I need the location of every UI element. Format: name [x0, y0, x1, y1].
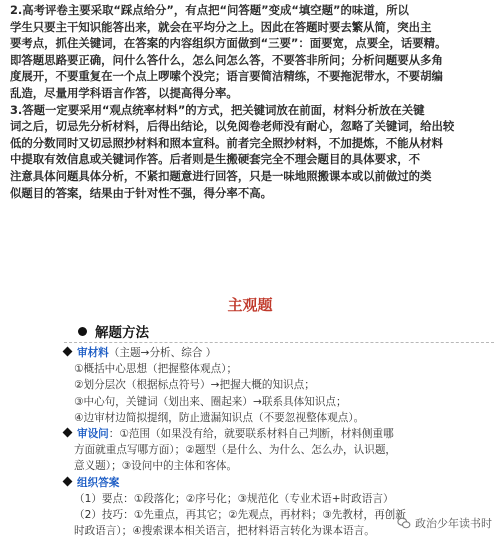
para3-text: 低的分数同时又切忌照抄材料和照本宣科。前者完全照抄材料，不加提炼，不能从材料: [10, 135, 443, 150]
method-heading-label: 解题方法: [95, 325, 149, 341]
wechat-icon: [397, 516, 411, 530]
bullet-dot-icon: [78, 327, 87, 336]
answer-line: （1）要点：①段落化；②序号化；③规范化（专业术语+时政语言）: [74, 492, 394, 505]
para3-text: 似题目的答案，结果由于针对性不强，得分率不高。: [10, 185, 272, 200]
para2-text: 要考点，抓住关键词，在答案的内容组织方面做到“三要”：面要宽，点要全，话要精。: [10, 36, 447, 51]
diamond-bullet-icon: [63, 347, 73, 357]
material-line: ②划分层次（根据标点符号）→把握大概的知识点；: [74, 379, 315, 392]
watermark-text: 政治少年读书时: [415, 517, 492, 530]
para3-text: 3.答题一定要采用“观点统率材料”的方式，把关键词放在前面，材料分析放在关键: [10, 102, 425, 117]
diamond-bullet-icon: [63, 428, 73, 438]
intro-paragraphs: [10, 2, 490, 201]
divider: [64, 342, 494, 343]
para2-text: 度展开，不要重复在一个点上啰嗦个没完；语言要简洁精练，不要拖泥带水，不要胡编: [10, 69, 443, 84]
question-line: ：①范围（如果没有给，就要联系材料自己判断，材料侧重哪: [108, 428, 394, 441]
watermark: [397, 515, 492, 531]
para3-text: 词之后，切忌先分析材料，后得出结论，以免阅卷老师没有耐心，忽略了关键词，给出较: [10, 119, 455, 134]
material-label: 审材料: [77, 347, 109, 359]
material-line: ④边审材边简拟提纲，防止遗漏知识点（不要忽视整体观点）。: [74, 411, 365, 424]
material-suffix: （主题→分析、综合 ）: [108, 347, 217, 359]
para2-text: 2.高考评卷主要采取“踩点给分”，有点把“问答题”变成“填空题”的味道，所以: [10, 3, 409, 17]
answer-line: （2）技巧：①先重点，再其它；②先观点，再材料；③先教材，再创新: [74, 509, 406, 522]
answer-line: 时政语言）；④搜索课本相关语言，把材料语言转化为课本语言。: [74, 525, 375, 538]
question-heading: [64, 426, 494, 442]
para3-text: 中提取有效信息或关键词作答。后者则是生搬硬套完全不理会题目的具体要求，不: [10, 152, 421, 167]
material-line: ③中心句，关键词（划出来、圈起来）→联系具体知识点；: [74, 395, 347, 408]
para2-text: 学生只要主干知识能答出来，就会在平均分之上。因此在答题时要去繁从简，突出主: [10, 19, 432, 34]
question-line: 方面就重点写哪方面）；②题型（是什么、为什么、怎么办，认识题，: [74, 444, 397, 457]
material-heading: [64, 345, 494, 361]
question-label: 审设问: [77, 428, 109, 441]
para2-text: 乱造，尽量用学科语言作答，以提高得分率。: [10, 85, 238, 100]
answer-label: 组织答案: [77, 476, 120, 489]
section-title: 主观题: [227, 296, 273, 314]
para2-text: 即答题思路要正确，问什么答什么，怎么问怎么答，不要答非所问；分析问题要从多角: [10, 52, 443, 67]
method-items: [64, 345, 494, 539]
para3-text: 注意具体问题具体分析，不紧扣题意进行回答，只是一味地照搬课本或以前做过的类: [10, 168, 432, 183]
diamond-bullet-icon: [63, 476, 73, 486]
method-heading: [78, 321, 149, 341]
question-line: 意义题）；③设问中的主体和客体。: [74, 460, 238, 473]
answer-heading: [64, 475, 494, 491]
material-line: ①概括中心思想（把握整体观点）；: [74, 363, 238, 376]
